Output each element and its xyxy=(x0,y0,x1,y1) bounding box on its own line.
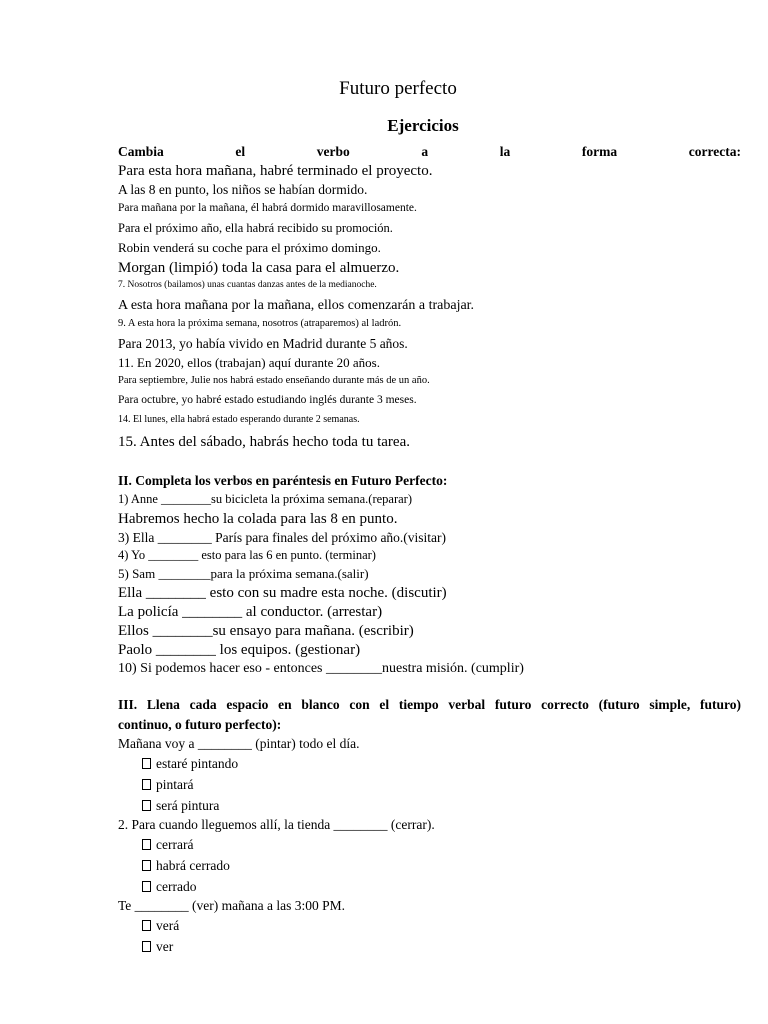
question-3-option[interactable] xyxy=(142,940,173,954)
section1-item: Robin venderá su coche para el próximo domingo. xyxy=(118,240,381,255)
section2-item: 1) Anne ________su bicicleta la próxima semana.(reparar) xyxy=(118,492,412,506)
question-2-option[interactable] xyxy=(142,880,196,894)
checkbox-icon[interactable] xyxy=(142,920,151,931)
checkbox-icon[interactable] xyxy=(142,941,151,952)
section2-item: 4) Yo ________ esto para las 6 en punto. (terminar) xyxy=(118,548,376,562)
section1-item: 11. En 2020, ellos (trabajan) aquí durante 20 años. xyxy=(118,355,380,370)
checkbox-icon[interactable] xyxy=(142,779,151,790)
section2-item: 3) Ella ________ París para finales del próximo año.(visitar) xyxy=(118,530,447,545)
checkbox-icon[interactable] xyxy=(142,800,151,811)
section1-item: Para 2013, yo había vivido en Madrid durante 5 años. xyxy=(118,336,408,351)
checkbox-icon[interactable] xyxy=(142,881,151,892)
section1-item: A las 8 en punto, los niños se habían dormido. xyxy=(118,182,368,197)
option-label: cerrado xyxy=(156,879,197,894)
question-1-text: Mañana voy a ________ (pintar) todo el día. xyxy=(118,736,360,751)
option-label: cerrará xyxy=(156,837,194,852)
section1-item: Para el próximo año, ella habrá recibido su promoción. xyxy=(118,221,393,235)
question-3-option[interactable] xyxy=(142,919,179,933)
section1-item: Para esta hora mañana, habré terminado el proyecto. xyxy=(118,163,433,179)
section1-item: Para septiembre, Julie nos habrá estado enseñando durante más de un año. xyxy=(118,375,430,386)
section1-item: Para octubre, yo habré estado estudiando inglés durante 3 meses. xyxy=(118,394,417,406)
question-2-option[interactable] xyxy=(142,859,230,873)
section2-item: Habremos hecho la colada para las 8 en punto. xyxy=(118,511,398,527)
section2-item: 10) Si podemos hacer eso - entonces ________nuestra misión. (cumplir) xyxy=(118,661,524,676)
section2-item: Ella ________ esto con su madre esta noche. (discutir) xyxy=(118,585,447,601)
section2-item: 5) Sam ________para la próxima semana.(salir) xyxy=(118,566,369,581)
section2-item: Paolo ________ los equipos. (gestionar) xyxy=(118,642,361,658)
section1-item: 15. Antes del sábado, habrás hecho toda tu tarea. xyxy=(118,434,410,450)
section1-heading: Cambia el verbo a la forma correcta: xyxy=(118,144,741,159)
option-label: será pintura xyxy=(156,798,220,813)
option-label: habrá cerrado xyxy=(156,858,230,873)
section1-item: 14. El lunes, ella habrá estado esperando durante 2 semanas. xyxy=(118,414,360,425)
option-label: estaré pintando xyxy=(156,756,239,771)
question-2-option[interactable] xyxy=(142,838,193,852)
question-1-option[interactable] xyxy=(142,757,238,771)
option-label: ver xyxy=(156,939,174,954)
section2-item: Ellos ________su ensayo para mañana. (escribir) xyxy=(118,623,414,639)
option-label: pintará xyxy=(156,777,194,792)
section1-item: 9. A esta hora la próxima semana, nosotros (atraparemos) al ladrón. xyxy=(118,318,402,329)
section2-item: La policía ________ al conductor. (arrestar) xyxy=(118,604,383,620)
question-3-text: Te ________ (ver) mañana a las 3:00 PM. xyxy=(118,898,346,913)
section1-item: A esta hora mañana por la mañana, ellos comenzarán a trabajar. xyxy=(118,298,475,313)
checkbox-icon[interactable] xyxy=(142,860,151,871)
checkbox-icon[interactable] xyxy=(142,758,151,769)
section1-item: Morgan (limpió) toda la casa para el almuerzo. xyxy=(118,260,400,276)
page-title: Futuro perfecto xyxy=(339,78,457,99)
section3-heading-line2: continuo, o futuro perfecto): xyxy=(118,717,282,732)
section2-heading: II. Completa los verbos en paréntesis en Futuro Perfecto: xyxy=(118,473,448,488)
question-1-option[interactable] xyxy=(142,778,193,792)
checkbox-icon[interactable] xyxy=(142,839,151,850)
question-2-text: 2. Para cuando lleguemos allí, la tienda ________ (cerrar). xyxy=(118,817,435,832)
option-label: verá xyxy=(156,918,180,933)
question-1-option[interactable] xyxy=(142,799,219,813)
section1-item: 7. Nosotros (bailamos) unas cuantas danzas antes de la medianoche. xyxy=(118,280,377,290)
section1-item: Para mañana por la mañana, él habrá dormido maravillosamente. xyxy=(118,202,417,214)
page-subtitle: Ejercicios xyxy=(387,116,459,135)
section3-heading-line1: III. Llena cada espacio en blanco con el tiempo verbal futuro correcto (futuro simple, futuro) xyxy=(118,697,741,712)
